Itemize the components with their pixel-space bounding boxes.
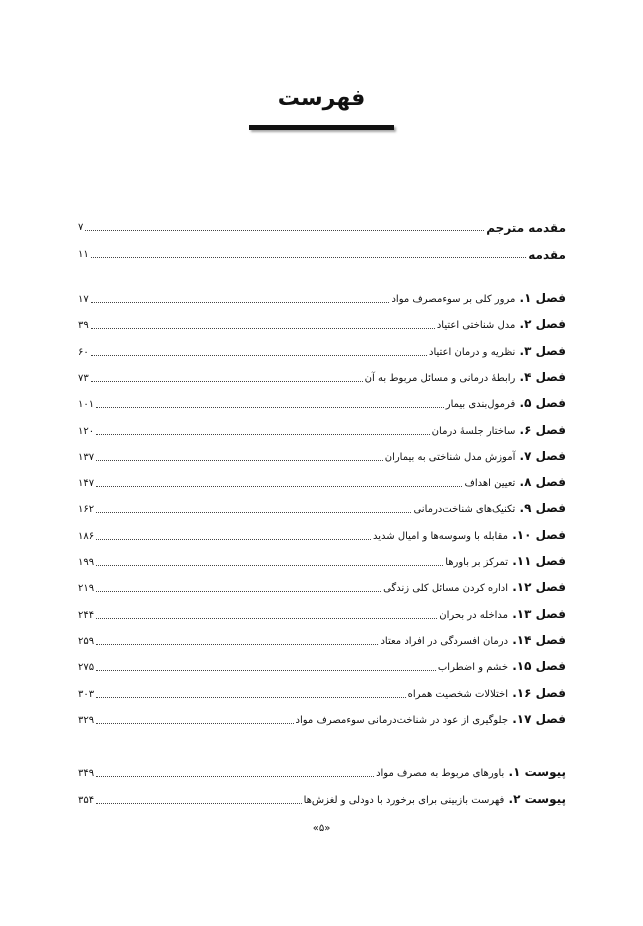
toc-entry-title: مداخله در بحران — [439, 609, 509, 621]
toc-entry — [78, 474, 566, 490]
toc-entry-title: جلوگیری از عود در شناخت‌درمانی سوءمصرف مواد — [295, 714, 509, 726]
toc-entry-page: ۳۵۴ — [78, 795, 95, 806]
toc-entry — [78, 527, 566, 543]
toc-entry-number: ۴. — [515, 369, 532, 384]
toc-entry-title: آموزش مدل شناختی به بیماران — [384, 451, 516, 463]
dot-leader — [96, 433, 430, 435]
toc-entry — [78, 218, 566, 234]
toc-entry-number: ۸. — [515, 475, 532, 490]
toc-entry-prefix: فصل — [531, 659, 566, 674]
toc-entry-title: مدل شناختی اعتیاد — [436, 320, 516, 332]
toc-entry — [78, 316, 566, 332]
dot-leader — [96, 459, 383, 461]
toc-entry-title: نظریه و درمان اعتیاد — [429, 346, 516, 358]
toc-entry — [78, 791, 566, 807]
toc-entry-number: ۱۴. — [508, 632, 532, 647]
toc-entry-title: تعیین اهداف — [464, 478, 516, 490]
toc-entry-label — [380, 634, 566, 648]
toc-entry-number: ۱. — [504, 765, 521, 779]
toc-entry-prefix: فصل — [531, 580, 566, 595]
page-title: فهرست — [277, 86, 366, 111]
toc-entry-page: ۷۳ — [78, 372, 89, 384]
toc-entry-number: ۵. — [515, 396, 532, 411]
toc-entry — [78, 245, 566, 261]
dot-leader — [96, 669, 436, 671]
toc-entry-number: ۱۲. — [508, 580, 532, 595]
toc-entry — [78, 632, 566, 648]
toc-entry-prefix: فصل — [531, 396, 566, 411]
dot-leader — [96, 590, 381, 592]
toc-entry-title: فهرست بازبینی برای برخورد با دودلی و لغزش‌ها — [303, 795, 505, 806]
toc-entry-page: ۱۴۷ — [78, 478, 95, 490]
toc-entry-label — [413, 502, 566, 516]
toc-entry-title: اختلالات شخصیت همراه — [407, 688, 509, 700]
toc-entry-label — [304, 793, 566, 807]
toc-entry-page: ۱۳۷ — [78, 451, 95, 463]
toc-entry-number: ۱. — [515, 291, 532, 305]
toc-entry — [78, 422, 566, 438]
toc-entry-number: ۱۷. — [508, 711, 532, 726]
dot-leader — [96, 511, 411, 513]
toc-entry-label — [445, 555, 566, 569]
toc-entry-page: ۱۸۶ — [78, 530, 95, 542]
toc-entry-label — [296, 713, 566, 727]
toc-entry-label — [391, 292, 566, 306]
toc-entry-title: اداره کردن مسائل کلی زندگی — [383, 583, 509, 595]
dot-leader — [96, 564, 443, 566]
dot-leader — [96, 775, 374, 777]
dot-leader — [96, 406, 444, 408]
toc-entry-title: خشم و اضطراب — [437, 662, 509, 674]
toc-entry-label — [437, 318, 566, 332]
toc-entry-page: ۷ — [78, 222, 84, 233]
toc-entry-number: ۲. — [504, 792, 521, 806]
toc-entry-page: ۱۱ — [78, 249, 89, 260]
toc-entry-title: ساختار جلسهٔ درمان — [431, 425, 516, 437]
dot-leader — [85, 229, 484, 231]
toc-entry-prefix: فصل — [531, 422, 566, 437]
toc-entry — [78, 395, 566, 411]
toc-entry-page: ۲۱۹ — [78, 583, 95, 595]
toc-entry-prefix: فصل — [531, 685, 566, 700]
toc-entry-label: مقدمه مترجم — [486, 221, 566, 235]
dot-leader — [96, 696, 406, 698]
toc-entry-prefix: فصل — [531, 317, 566, 332]
toc-entry-page: ۱۷ — [78, 294, 89, 305]
toc-entry-label: مقدمه — [528, 248, 566, 262]
toc-entry-prefix: فصل — [531, 632, 566, 647]
toc-entry-number: ۱۵. — [508, 659, 532, 674]
toc-entry-label — [373, 529, 566, 543]
toc-entry-label — [385, 450, 566, 464]
toc-entry-label — [432, 424, 566, 438]
toc-entry-label — [383, 581, 566, 595]
toc-entry-prefix: فصل — [531, 343, 566, 358]
toc-entry — [78, 606, 566, 622]
toc-entry-page: ۲۷۵ — [78, 662, 95, 674]
toc-entry-label — [365, 371, 566, 385]
toc-entry — [78, 711, 566, 727]
toc-entry — [78, 658, 566, 674]
toc-entry-page: ۳۲۹ — [78, 714, 95, 726]
toc-entry-page: ۳۹ — [78, 320, 89, 332]
toc-entry-number: ۷. — [515, 448, 532, 463]
toc-entry-label — [464, 476, 566, 490]
dot-leader — [91, 301, 390, 303]
toc-entry-title: تمرکز بر باورها — [445, 557, 509, 568]
toc-entry-page: ۱۰۱ — [78, 399, 95, 411]
toc-entry-title: مرور کلی بر سوءمصرف مواد — [391, 294, 516, 305]
toc-entry — [78, 343, 566, 359]
toc-entry-prefix: فصل — [531, 291, 566, 305]
dot-leader — [91, 256, 527, 258]
toc-entry-prefix: فصل — [531, 369, 566, 384]
toc-entry-page: ۲۴۴ — [78, 609, 95, 621]
toc-entry-prefix: فصل — [531, 711, 566, 726]
toc-entry-label — [439, 608, 566, 622]
dot-leader — [91, 354, 427, 356]
toc-entry-label — [376, 766, 566, 780]
toc-entry-title: درمان افسردگی در افراد معتاد — [380, 635, 509, 647]
toc-entry-page: ۲۵۹ — [78, 635, 95, 647]
toc-entry-page: ۶۰ — [78, 346, 89, 358]
dot-leader — [91, 380, 363, 382]
toc-entry-title: تکنیک‌های شناخت‌درمانی — [413, 504, 516, 516]
toc-entry-prefix: فصل — [531, 527, 566, 542]
toc-entry — [78, 369, 566, 385]
toc-entry-label — [429, 345, 566, 359]
toc-entry-label — [408, 687, 566, 701]
toc-entry-number: ۹. — [515, 501, 532, 516]
title-underline — [249, 125, 394, 130]
toc-entry-number: ۶. — [515, 422, 532, 437]
toc-entry-page: ۱۲۰ — [78, 425, 95, 437]
toc-entry-prefix: پیوست — [520, 792, 566, 806]
toc-entry — [78, 764, 566, 780]
toc-entry-number: ۱۰. — [508, 527, 532, 542]
toc-entry-prefix: فصل — [531, 501, 566, 516]
toc-entry-number: ۳. — [515, 343, 532, 358]
dot-leader — [91, 327, 435, 329]
toc-entry-number: ۱۳. — [508, 606, 532, 621]
toc-entry — [78, 553, 566, 569]
toc-entry — [78, 290, 566, 306]
toc-entry-number: ۲. — [515, 317, 532, 332]
toc-entry-prefix: فصل — [531, 554, 566, 568]
toc-entry-title: فرمول‌بندی بیمار — [445, 399, 516, 411]
toc-entry-prefix: فصل — [531, 606, 566, 621]
toc-entry-title: رابطهٔ درمانی و مسائل مربوط به آن — [364, 372, 516, 384]
toc-entry-number: ۱۶. — [508, 685, 532, 700]
toc-entry-title: مقابله با وسوسه‌ها و امیال شدید — [372, 530, 509, 542]
dot-leader — [96, 802, 301, 804]
toc-entry-page: ۱۹۹ — [78, 557, 95, 568]
toc-entry — [78, 500, 566, 516]
toc-entry-number: ۱۱. — [508, 554, 532, 568]
toc-entry-title: باورهای مربوط به مصرف مواد — [376, 768, 505, 779]
dot-leader — [96, 722, 293, 724]
toc-entry-prefix: پیوست — [520, 765, 566, 779]
dot-leader — [96, 538, 371, 540]
dot-leader — [96, 643, 378, 645]
toc-entry-page: ۱۶۲ — [78, 504, 95, 516]
toc-entry — [78, 579, 566, 595]
toc-entry — [78, 448, 566, 464]
dot-leader — [96, 617, 437, 619]
toc-entry-prefix: فصل — [531, 475, 566, 490]
page-number: «۵» — [312, 823, 331, 834]
toc-entry-page: ۳۴۹ — [78, 768, 95, 779]
toc-entry — [78, 685, 566, 701]
toc-entry-label — [438, 660, 566, 674]
toc-entry-page: ۳۰۳ — [78, 688, 95, 700]
toc-entry-prefix: فصل — [531, 448, 566, 463]
toc-entry-label — [446, 397, 566, 411]
dot-leader — [96, 485, 462, 487]
